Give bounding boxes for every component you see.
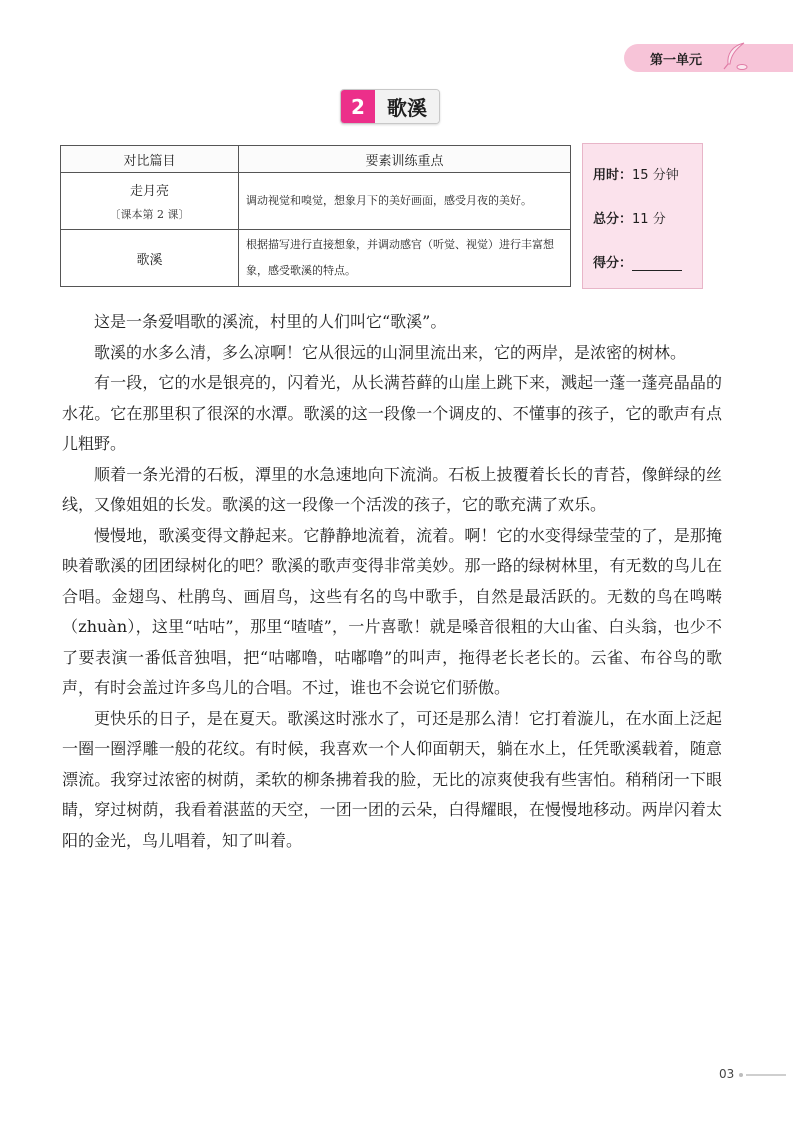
lesson-title: 歌溪 [375,90,439,123]
table-row [61,173,571,230]
lesson-title-badge [340,89,440,124]
page-number-line [746,1074,786,1076]
time-row [593,164,679,183]
table-cell-title [61,230,239,287]
page-number: 03 [719,1067,735,1081]
row-title: 走月亮 [129,184,169,199]
passage [62,307,722,856]
unit-tab [624,44,793,72]
row-subtitle: 〔课本第 2 课〕 [109,208,190,221]
passage-paragraph: 歌溪的水多么清，多么凉啊！它从很远的山洞里流出来，它的两岸，是浓密的树林。 [94,342,687,362]
table-cell-title [61,173,239,230]
time-label: 用时： [593,168,633,183]
row-focus: 调动视觉和嗅觉，想象月下的美好画面，感受月夜的美好。 [239,173,571,230]
score-box [582,143,703,289]
total-row [593,208,666,227]
passage-paragraph: 有一段，它的水是银亮的，闪着光，从长满苔藓的山崖上跳下来，溅起一蓬一蓬亮晶晶的水花。它在那里积了很深的水潭。歌溪的这一段像一个调皮的、不懂事的孩子，它的歌声有点儿粗野。 [62,373,722,453]
passage-paragraph: 更快乐的日子，是在夏天。歌溪这时涨水了，可还是那么清！它打着漩儿，在水面上泛起一圈一圈浮雕一般的花纹。有时候，我喜欢一个人仰面朝天，躺在水上，任凭歌溪载着，随意漂流。我穿过浓密的树荫，柔软的柳条拂着我的脸，无比的凉爽使我有些害怕。稍稍闭一下眼睛，穿过树荫，我看着湛蓝的天空，一团一团的云朵，白得耀眼，在慢慢地移动。两岸闪着太阳的金光，鸟儿唱着，知了叫着。 [62,708,722,850]
total-value: 11 分 [632,212,666,227]
page-number-dot [739,1073,743,1077]
score-row [593,252,682,271]
feather-icon [718,40,750,72]
row-title: 歌溪 [136,252,163,268]
row-focus: 根据描写进行直接想象，并调动感官（听觉、视觉）进行丰富想象，感受歌溪的特点。 [239,230,571,287]
unit-label: 第一单元 [650,53,703,68]
table-header-row [61,146,571,173]
total-label: 总分： [593,212,633,227]
comparison-table [60,145,571,287]
score-label: 得分： [593,256,633,271]
table-row [61,230,571,287]
time-value: 15 分钟 [632,168,679,183]
passage-paragraph: 慢慢地，歌溪变得文静起来。它静静地流着，流着。啊！它的水变得绿莹莹的了，是那掩映着歌溪的团团绿树化的吧？歌溪的歌声变得非常美妙。那一路的绿树林里，有无数的鸟儿在合唱。金翅鸟、杜鹃鸟、画眉鸟，这些有名的鸟中歌手，自然是最活跃的。无数的鸟在鸣啭（zhuàn），这里“咕咕”，那里“喳喳”，一片喜歌！就是嗓音很粗的大山雀、白头翁，也少不了要表演一番低音独唱，把“咕嘟噜，咕嘟噜”的叫声，拖得老长老长的。云雀、布谷鸟的歌声，有时会盖过许多鸟儿的合唱。不过，谁也不会说它们骄傲。 [62,525,722,697]
table-header: 要素训练重点 [239,146,571,173]
passage-paragraph: 顺着一条光滑的石板，潭里的水急速地向下流淌。石板上披覆着长长的青苔，像鲜绿的丝线，又像姐姐的长发。歌溪的这一段像一个活泼的孩子，它的歌充满了欢乐。 [62,464,722,514]
score-blank[interactable] [632,256,682,271]
lesson-number: 2 [341,90,375,123]
passage-paragraph: 这是一条爱唱歌的溪流，村里的人们叫它“歌溪”。 [94,312,447,331]
table-header: 对比篇目 [61,146,239,173]
